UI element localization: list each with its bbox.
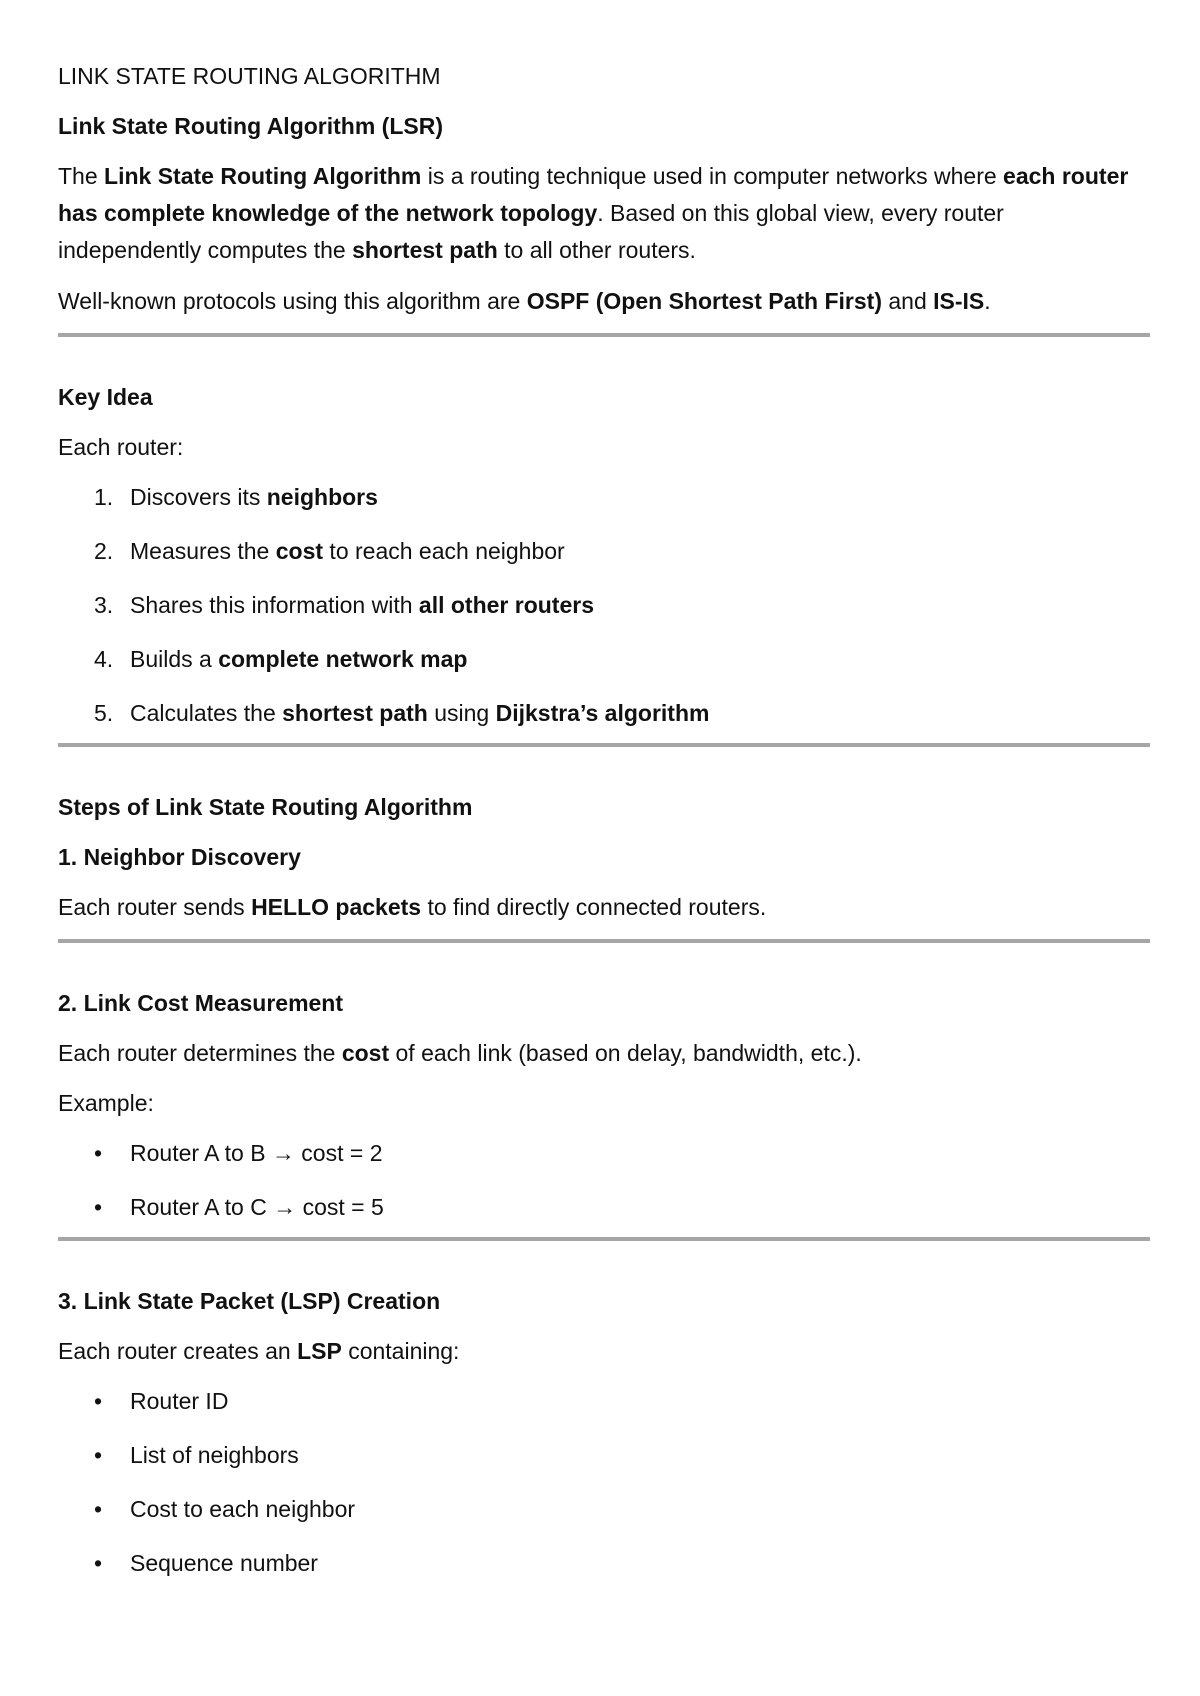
list-item	[58, 695, 1152, 731]
step-2-paragraph	[58, 1035, 1152, 1071]
list-item-text: Router A to C → cost = 5	[130, 1194, 384, 1220]
bullet-icon: •	[94, 1388, 103, 1414]
key-idea-lead: Each router:	[58, 434, 184, 460]
text-run: .	[984, 288, 991, 314]
bold-run: LSP	[297, 1338, 342, 1364]
bullet-icon: •	[94, 1140, 103, 1166]
bold-run: all other routers	[418, 592, 595, 618]
text-run: to reach each neighbor	[323, 538, 565, 564]
text-run: to find directly connected routers.	[421, 894, 767, 920]
bold-run: cost	[341, 1040, 390, 1066]
step-3-paragraph	[58, 1333, 1152, 1369]
list-item-text: Cost to each neighbor	[130, 1496, 356, 1522]
text-run: Each router creates an	[58, 1338, 298, 1364]
text-run: Builds a	[130, 646, 219, 672]
text-run: containing:	[341, 1338, 460, 1364]
text-run: to all other routers.	[497, 237, 696, 263]
list-item-text: Router ID	[130, 1388, 229, 1414]
text-run: Well-known protocols using this algorithm are	[58, 288, 527, 314]
bold-run: HELLO packets	[251, 894, 422, 920]
list-item	[58, 587, 1152, 623]
bold-run: Link State Routing Algorithm	[104, 163, 422, 189]
list-item	[58, 1383, 1152, 1419]
bullet-icon: •	[94, 1496, 103, 1522]
bullet-icon: •	[94, 1442, 103, 1468]
bold-run: complete network map	[218, 646, 468, 672]
text-run: The	[58, 163, 105, 189]
bullet-icon: •	[94, 1194, 103, 1220]
text-run: Each router sends	[58, 894, 252, 920]
text-run: and	[882, 288, 934, 314]
list-item	[58, 1437, 1152, 1473]
step-1-heading: 1. Neighbor Discovery	[58, 844, 301, 870]
text-run: Each router determines the	[58, 1040, 342, 1066]
text-run: Shares this information with	[130, 592, 419, 618]
example-label: Example:	[58, 1090, 154, 1116]
text-run: Measures the	[130, 538, 276, 564]
text-run: . Based on this global view, every router independently computes the	[58, 200, 1004, 263]
bold-run: each router has complete knowledge of the network topology	[58, 163, 1129, 226]
key-idea-heading: Key Idea	[58, 384, 153, 410]
list-number: 3.	[94, 592, 114, 618]
text-run: is a routing technique used in computer networks where	[421, 163, 1004, 189]
list-item	[58, 641, 1152, 677]
list-item-text: List of neighbors	[130, 1442, 299, 1468]
bold-run: neighbors	[266, 484, 378, 510]
list-item-text: Router A to B → cost = 2	[130, 1140, 383, 1166]
steps-heading: Steps of Link State Routing Algorithm	[58, 794, 473, 820]
bold-run: IS-IS	[933, 288, 985, 314]
intro-heading: Link State Routing Algorithm (LSR)	[58, 113, 444, 139]
protocols-paragraph	[58, 283, 1152, 319]
lsp-contents-list	[58, 1383, 1152, 1581]
intro-paragraph	[58, 158, 1152, 269]
text-run: Calculates the	[130, 700, 283, 726]
list-item-text: Sequence number	[130, 1550, 318, 1576]
list-item	[58, 1189, 1152, 1225]
step-2-heading: 2. Link Cost Measurement	[58, 990, 344, 1016]
list-item	[58, 1135, 1152, 1171]
bold-run: OSPF (Open Shortest Path First)	[526, 288, 882, 314]
bold-run: shortest path	[282, 700, 428, 726]
list-item	[58, 479, 1152, 515]
key-idea-list	[58, 479, 1152, 731]
list-number: 4.	[94, 646, 114, 672]
list-item	[58, 1545, 1152, 1581]
text-run: Discovers its	[130, 484, 267, 510]
step-1-paragraph	[58, 889, 1152, 925]
cost-example-list	[58, 1135, 1152, 1225]
text-run: using	[427, 700, 496, 726]
list-item	[58, 1491, 1152, 1527]
list-number: 5.	[94, 700, 114, 726]
bold-run: Dijkstra’s algorithm	[495, 700, 710, 726]
document-title: LINK STATE ROUTING ALGORITHM	[58, 63, 441, 89]
bold-run: shortest path	[352, 237, 498, 263]
bold-run: cost	[275, 538, 324, 564]
list-number: 1.	[94, 484, 114, 510]
list-item	[58, 533, 1152, 569]
list-number: 2.	[94, 538, 114, 564]
text-run: of each link (based on delay, bandwidth, etc.).	[389, 1040, 862, 1066]
step-3-heading: 3. Link State Packet (LSP) Creation	[58, 1288, 441, 1314]
bullet-icon: •	[94, 1550, 103, 1576]
